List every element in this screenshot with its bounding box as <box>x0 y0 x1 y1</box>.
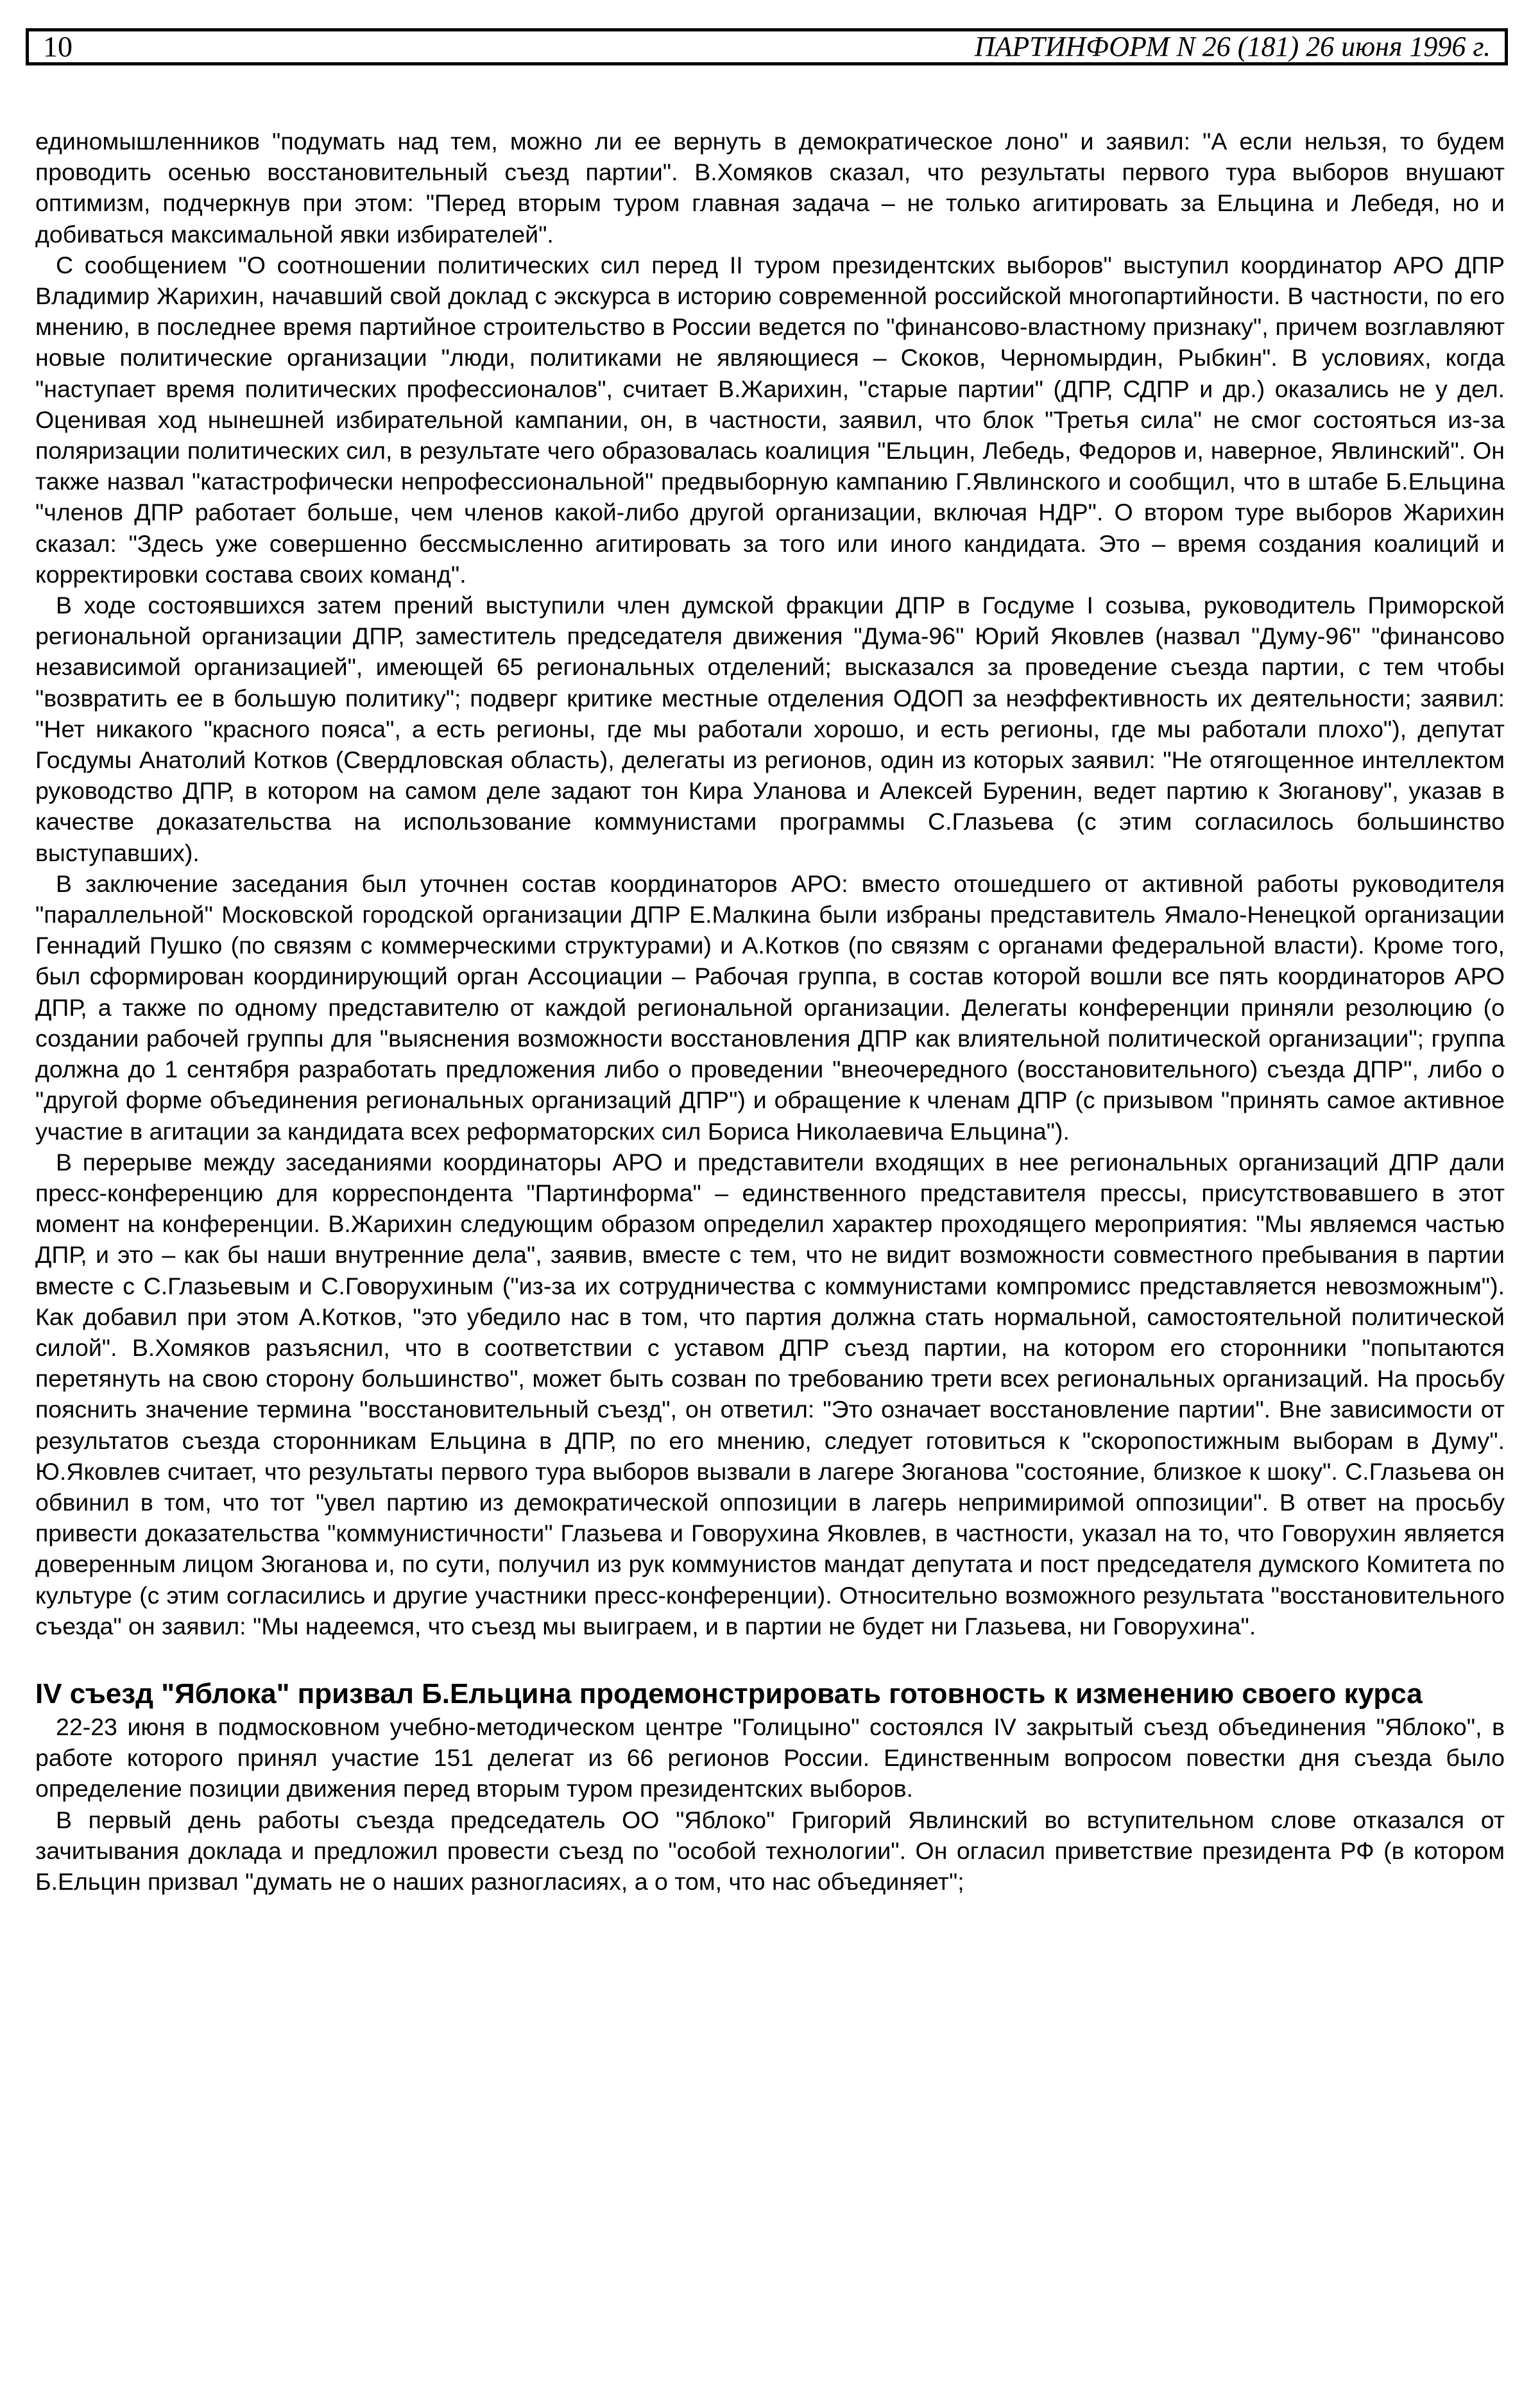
article-paragraph: В заключение заседания был уточнен состав координаторов АРО: вместо отошедшего от активной работы руководителя "параллельной" Московской городской организации ДПР Е.Малкина были избраны представитель Ямало-Ненецкой организации Геннадий Пушко (по связям с коммерческими структурами) и А.Котков (по связям с органами федеральной власти). Кроме того, был сформирован координирующий орган Ассоциации – Рабочая группа, в состав которой вошли все пять координаторов АРО ДПР, а также по одному представителю от каждой региональной организации. Делегаты конференции приняли резолюцию (о создании рабочей группы для "выяснения возможности восстановления ДПР как влиятельной политической организации"; группа должна до 1 сентября разработать предложения либо о проведении "внеочередного (восстановительного) съезда ДПР", либо о "другой форме объединения региональных организаций ДПР") и обращение к членам ДПР (с призывом "принять самое активное участие в агитации за кандидата всех реформаторских сил Бориса Николаевича Ельцина"). <box>35 870 1505 1145</box>
article-body <box>35 126 1505 1897</box>
article-paragraph: В перерыве между заседаниями координаторы АРО и представители входящих в нее региональных организаций ДПР дали пресс-конференцию для корреспондента "Партинформа" – единственного представителя прессы, присутствовавшего в этот момент на конференции. В.Жарихин следующим образом определил характер проходящего мероприятия: "Мы являемся частью ДПР, и это – как бы наши внутренние дела", заявив, вместе с тем, что не видит возможности совместного пребывания в партии вместе с С.Глазьевым и С.Говорухиным ("из-за их сотрудничества с коммунистами компромисс представляется невозможным"). Как добавил при этом А.Котков, "это убедило нас в том, что партия должна стать нормальной, самостоятельной политической силой". В.Хомяков разъяснил, что в соответствии с уставом ДПР съезд партии, на котором его сторонники "попытаются перетянуть на свою сторону большинство", может быть созван по требованию трети всех региональных организаций. На просьбу пояснить значение термина "восстановительный съезд", он ответил: "Это означает восстановление партии". Вне зависимости от результатов съезда сторонникам Ельцина в ДПР, по его мнению, следует готовиться к "скоропостижным выборам в Думу". Ю.Яковлев считает, что результаты первого тура выборов вызвали в лагере Зюганова "состояние, близкое к шоку". С.Глазьева он обвинил в том, что тот "увел партию из демократической оппозиции в лагерь непримиримой оппозиции". В ответ на просьбу привести доказательства "коммунистичности" Глазьева и Говорухина Яковлев, в частности, указал на то, что Говорухин является доверенным лицом Зюганова и, по сути, получил из рук коммунистов мандат депутата и пост председателя думского Комитета по культуре (с этим согласились и другие участники пресс-конференции). Относительно возможного результата "восстановительного съезда" он заявил: "Мы надеемся, что съезд мы выиграем, и в партии не будет ни Глазьева, ни Говорухина". <box>35 1148 1505 1640</box>
article-paragraph: В первый день работы съезда председатель ОО "Яблоко" Григорий Явлинский во вступительном слове отказался от зачитывания доклада и предложил провести съезд по "особой технологии". Он огласил приветствие президента РФ (в котором Б.Ельцин призвал "думать не о наших разногласиях, а о том, что нас объединяет"; <box>35 1806 1505 1895</box>
article-paragraph: 22-23 июня в подмосковном учебно-методическом центре "Голицыно" состоялся IV закрытый съезд объединения "Яблоко", в работе которого принял участие 151 делегат из 66 регионов России. Единственным вопросом повестки дня съезда было определение позиции движения перед вторым туром президентских выборов. <box>35 1713 1505 1803</box>
page-header <box>26 28 1508 65</box>
issue-title: ПАРТИНФОРМ N 26 (181) 26 июня 1996 г. <box>974 31 1491 62</box>
article-paragraph: В ходе состоявшихся затем прений выступили член думской фракции ДПР в Госдуме I созыва, руководитель Приморской региональной организации ДПР, заместитель председателя движения "Дума-96" Юрий Яковлев (назвал "Думу-96" "финансово независимой организацией", имеющей 65 региональных отделений; высказался за проведение съезда партии, с тем чтобы "возвратить ее в большую политику"; подверг критике местные отделения ОДОП за неэффективность их деятельности; заявил: "Нет никакого "красного пояса", а есть регионы, где мы работали хорошо, и есть регионы, где мы работали плохо"), депутат Госдумы Анатолий Котков (Свердловская область), делегаты из регионов, один из которых заявил: "Не отягощенное интеллектом руководство ДПР, в котором на самом деле задают тон Кира Уланова и Алексей Буренин, ведет партию к Зюганову", указав в качестве доказательства на использование коммунистами программы С.Глазьева (с этим согласилось большинство выступавших). <box>35 592 1505 866</box>
article-paragraph: С сообщением "О соотношении политических сил перед II туром президентских выборов" выступил координатор АРО ДПР Владимир Жарихин, начавший свой доклад с экскурса в историю современной российской многопартийности. В частности, по его мнению, в последнее время партийное строительство в России ведется по "финансово-властному признаку", причем возглавляют новые политические организации "люди, политиками не являющиеся – Скоков, Черномырдин, Рыбкин". В условиях, когда "наступает время политических профессионалов", считает В.Жарихин, "старые партии" (ДПР, СДПР и др.) оказались не у дел. Оценивая ход нынешней избирательной кампании, он, в частности, заявил, что блок "Третья сила" не смог состояться из-за поляризации политических сил, в результате чего образовалась коалиция "Ельцин, Лебедь, Федоров и, наверное, Явлинский". Он также назвал "катастрофически непрофессиональной" предвыборную кампанию Г.Явлинского и сообщил, что в штабе Б.Ельцина "членов ДПР работает больше, чем членов какой-либо другой организации, включая НДР". О втором туре выборов Жарихин сказал: "Здесь уже совершенно бессмысленно агитировать за того или иного кандидата. Это – время создания коалиций и корректировки состава своих команд". <box>35 251 1505 588</box>
article-paragraph: единомышленников "подумать над тем, можно ли ее вернуть в демократическое лоно" и заявил: "А если нельзя, то будем проводить осенью восстановительный съезд партии". В.Хомяков сказал, что результаты первого тура выборов внушают оптимизм, подчеркнув при этом: "Перед вторым туром главная задача – не только агитировать за Ельцина и Лебедя, но и добиваться максимальной явки избирателей". <box>35 128 1505 248</box>
article-headline: IV съезд "Яблока" призвал Б.Ельцина продемонстрировать готовность к изменению своего курса <box>35 1677 1423 1709</box>
page-number: 10 <box>43 30 73 63</box>
